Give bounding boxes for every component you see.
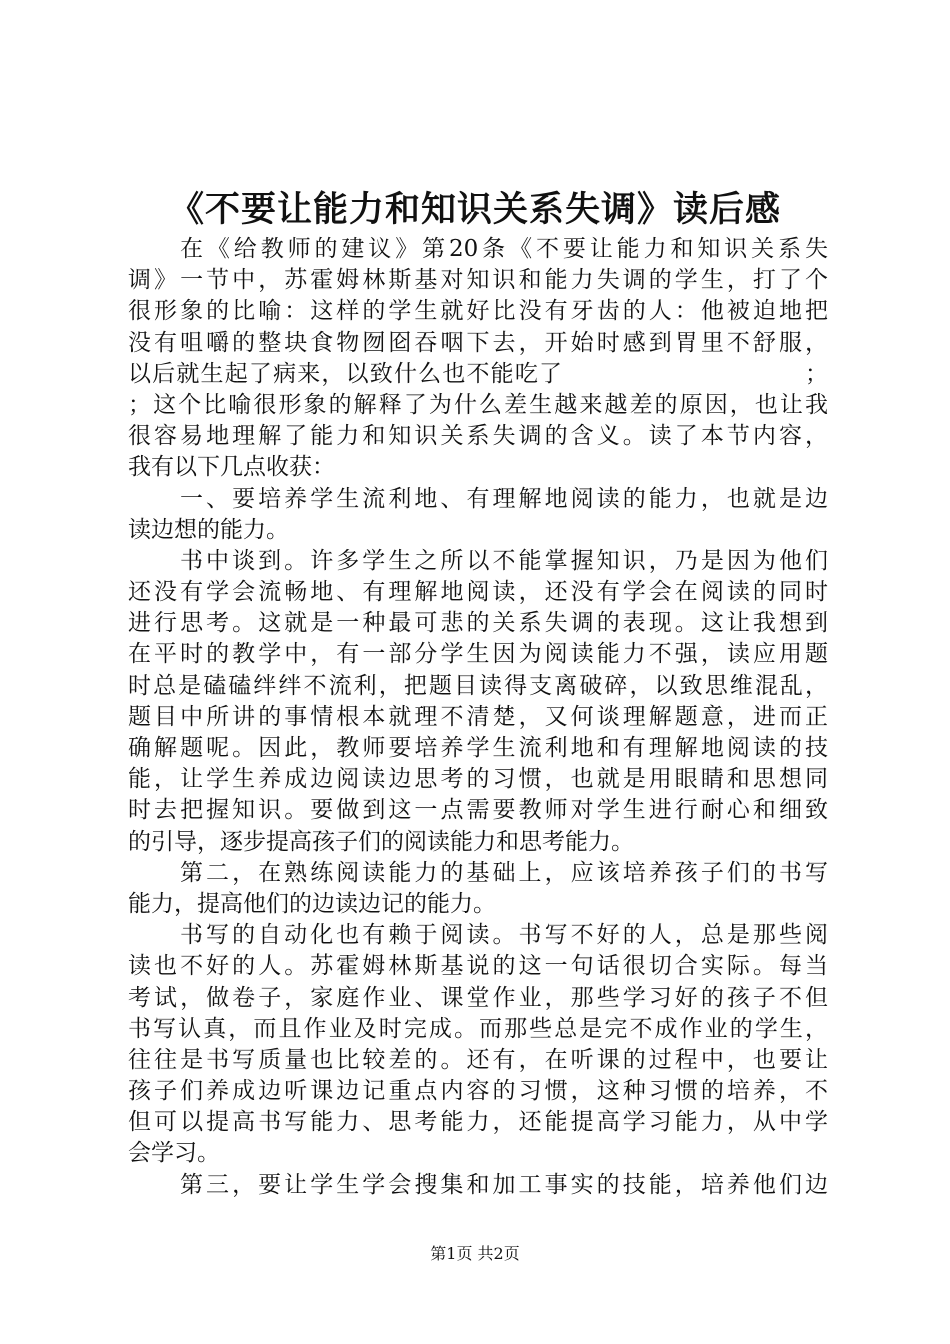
text-line: 的引导，逐步提高孩子们的阅读能力和思考能力。 bbox=[128, 828, 634, 855]
text-line: 没有咀嚼的整块食物囫囵吞咽下去，开始时感到胃里不舒服， bbox=[128, 329, 828, 356]
text-line: 一、要培养学生流利地、有理解地阅读的能力，也就是边 bbox=[180, 485, 828, 512]
text-line: 确解题呢。因此，教师要培养学生流利地和有理解地阅读的技 bbox=[128, 735, 828, 761]
text-line: ；这个比喻很形象的解释了为什么差生越来越差的原因，也让我 bbox=[128, 391, 828, 418]
text-line: 书写认真，而且作业及时完成。而那些总是完不成作业的学生， bbox=[128, 1015, 828, 1042]
text-line: 很形象的比喻：这样的学生就好比没有牙齿的人：他被迫地把 bbox=[128, 298, 828, 325]
text-line: 很容易地理解了能力和知识关系失调的含义。读了本节内容， bbox=[128, 423, 828, 450]
text-line: 第三，要让学生学会搜集和加工事实的技能，培养他们边 bbox=[180, 1171, 828, 1198]
text-line: 会学习。 bbox=[128, 1140, 220, 1167]
page-footer: 第1页 共2页 bbox=[430, 1244, 520, 1263]
text-line: 第二，在熟练阅读能力的基础上，应该培养孩子们的书写 bbox=[180, 859, 828, 886]
text-line: 孩子们养成边听课边记重点内容的习惯，这种习惯的培养，不 bbox=[128, 1078, 828, 1105]
text-line: 书写的自动化也有赖于阅读。书写不好的人，总是那些阅 bbox=[180, 922, 828, 949]
text-line: 以后就生起了病来，以致什么也不能吃了 ； bbox=[128, 360, 828, 387]
text-line: 读也不好的人。苏霍姆林斯基说的这一句话很切合实际。每当 bbox=[128, 953, 828, 980]
text-line: 考试，做卷子，家庭作业、课堂作业，那些学习好的孩子不但 bbox=[128, 984, 828, 1011]
text-line: 但可以提高书写能力、思考能力，还能提高学习能力，从中学 bbox=[128, 1109, 828, 1136]
text-line: 时去把握知识。要做到这一点需要教师对学生进行耐心和细致 bbox=[128, 797, 828, 824]
text-line: 还没有学会流畅地、有理解地阅读，还没有学会在阅读的同时 bbox=[128, 579, 828, 606]
text-line: 能力，提高他们的边读边记的能力。 bbox=[128, 890, 496, 917]
document-title: 《不要让能力和知识关系失调》读后感 bbox=[168, 189, 781, 230]
text-line: 时总是磕磕绊绊不流利，把题目读得支离破碎，以致思维混乱， bbox=[128, 672, 828, 699]
text-line: 我有以下几点收获： bbox=[128, 454, 335, 481]
text-line: 书中谈到。许多学生之所以不能掌握知识，乃是因为他们 bbox=[180, 547, 828, 574]
text-line: 在《给教师的建议》第20条《不要让能力和知识关系失 bbox=[180, 236, 828, 262]
text-line: 往往是书写质量也比较差的。还有，在听课的过程中，也要让 bbox=[128, 1046, 828, 1073]
document-body bbox=[128, 234, 828, 1201]
text-line: 调》一节中，苏霍姆林斯基对知识和能力失调的学生，打了个 bbox=[128, 267, 828, 294]
text-line: 在平时的教学中，有一部分学生因为阅读能力不强，读应用题 bbox=[128, 641, 828, 668]
text-line: 题目中所讲的事情根本就理不清楚，又何谈理解题意，进而正 bbox=[128, 703, 828, 730]
text-line: 进行思考。这就是一种最可悲的关系失调的表现。这让我想到 bbox=[128, 610, 828, 637]
text-line: 能，让学生养成边阅读边思考的习惯，也就是用眼睛和思想同 bbox=[128, 766, 828, 793]
text-line: 读边想的能力。 bbox=[128, 516, 289, 543]
